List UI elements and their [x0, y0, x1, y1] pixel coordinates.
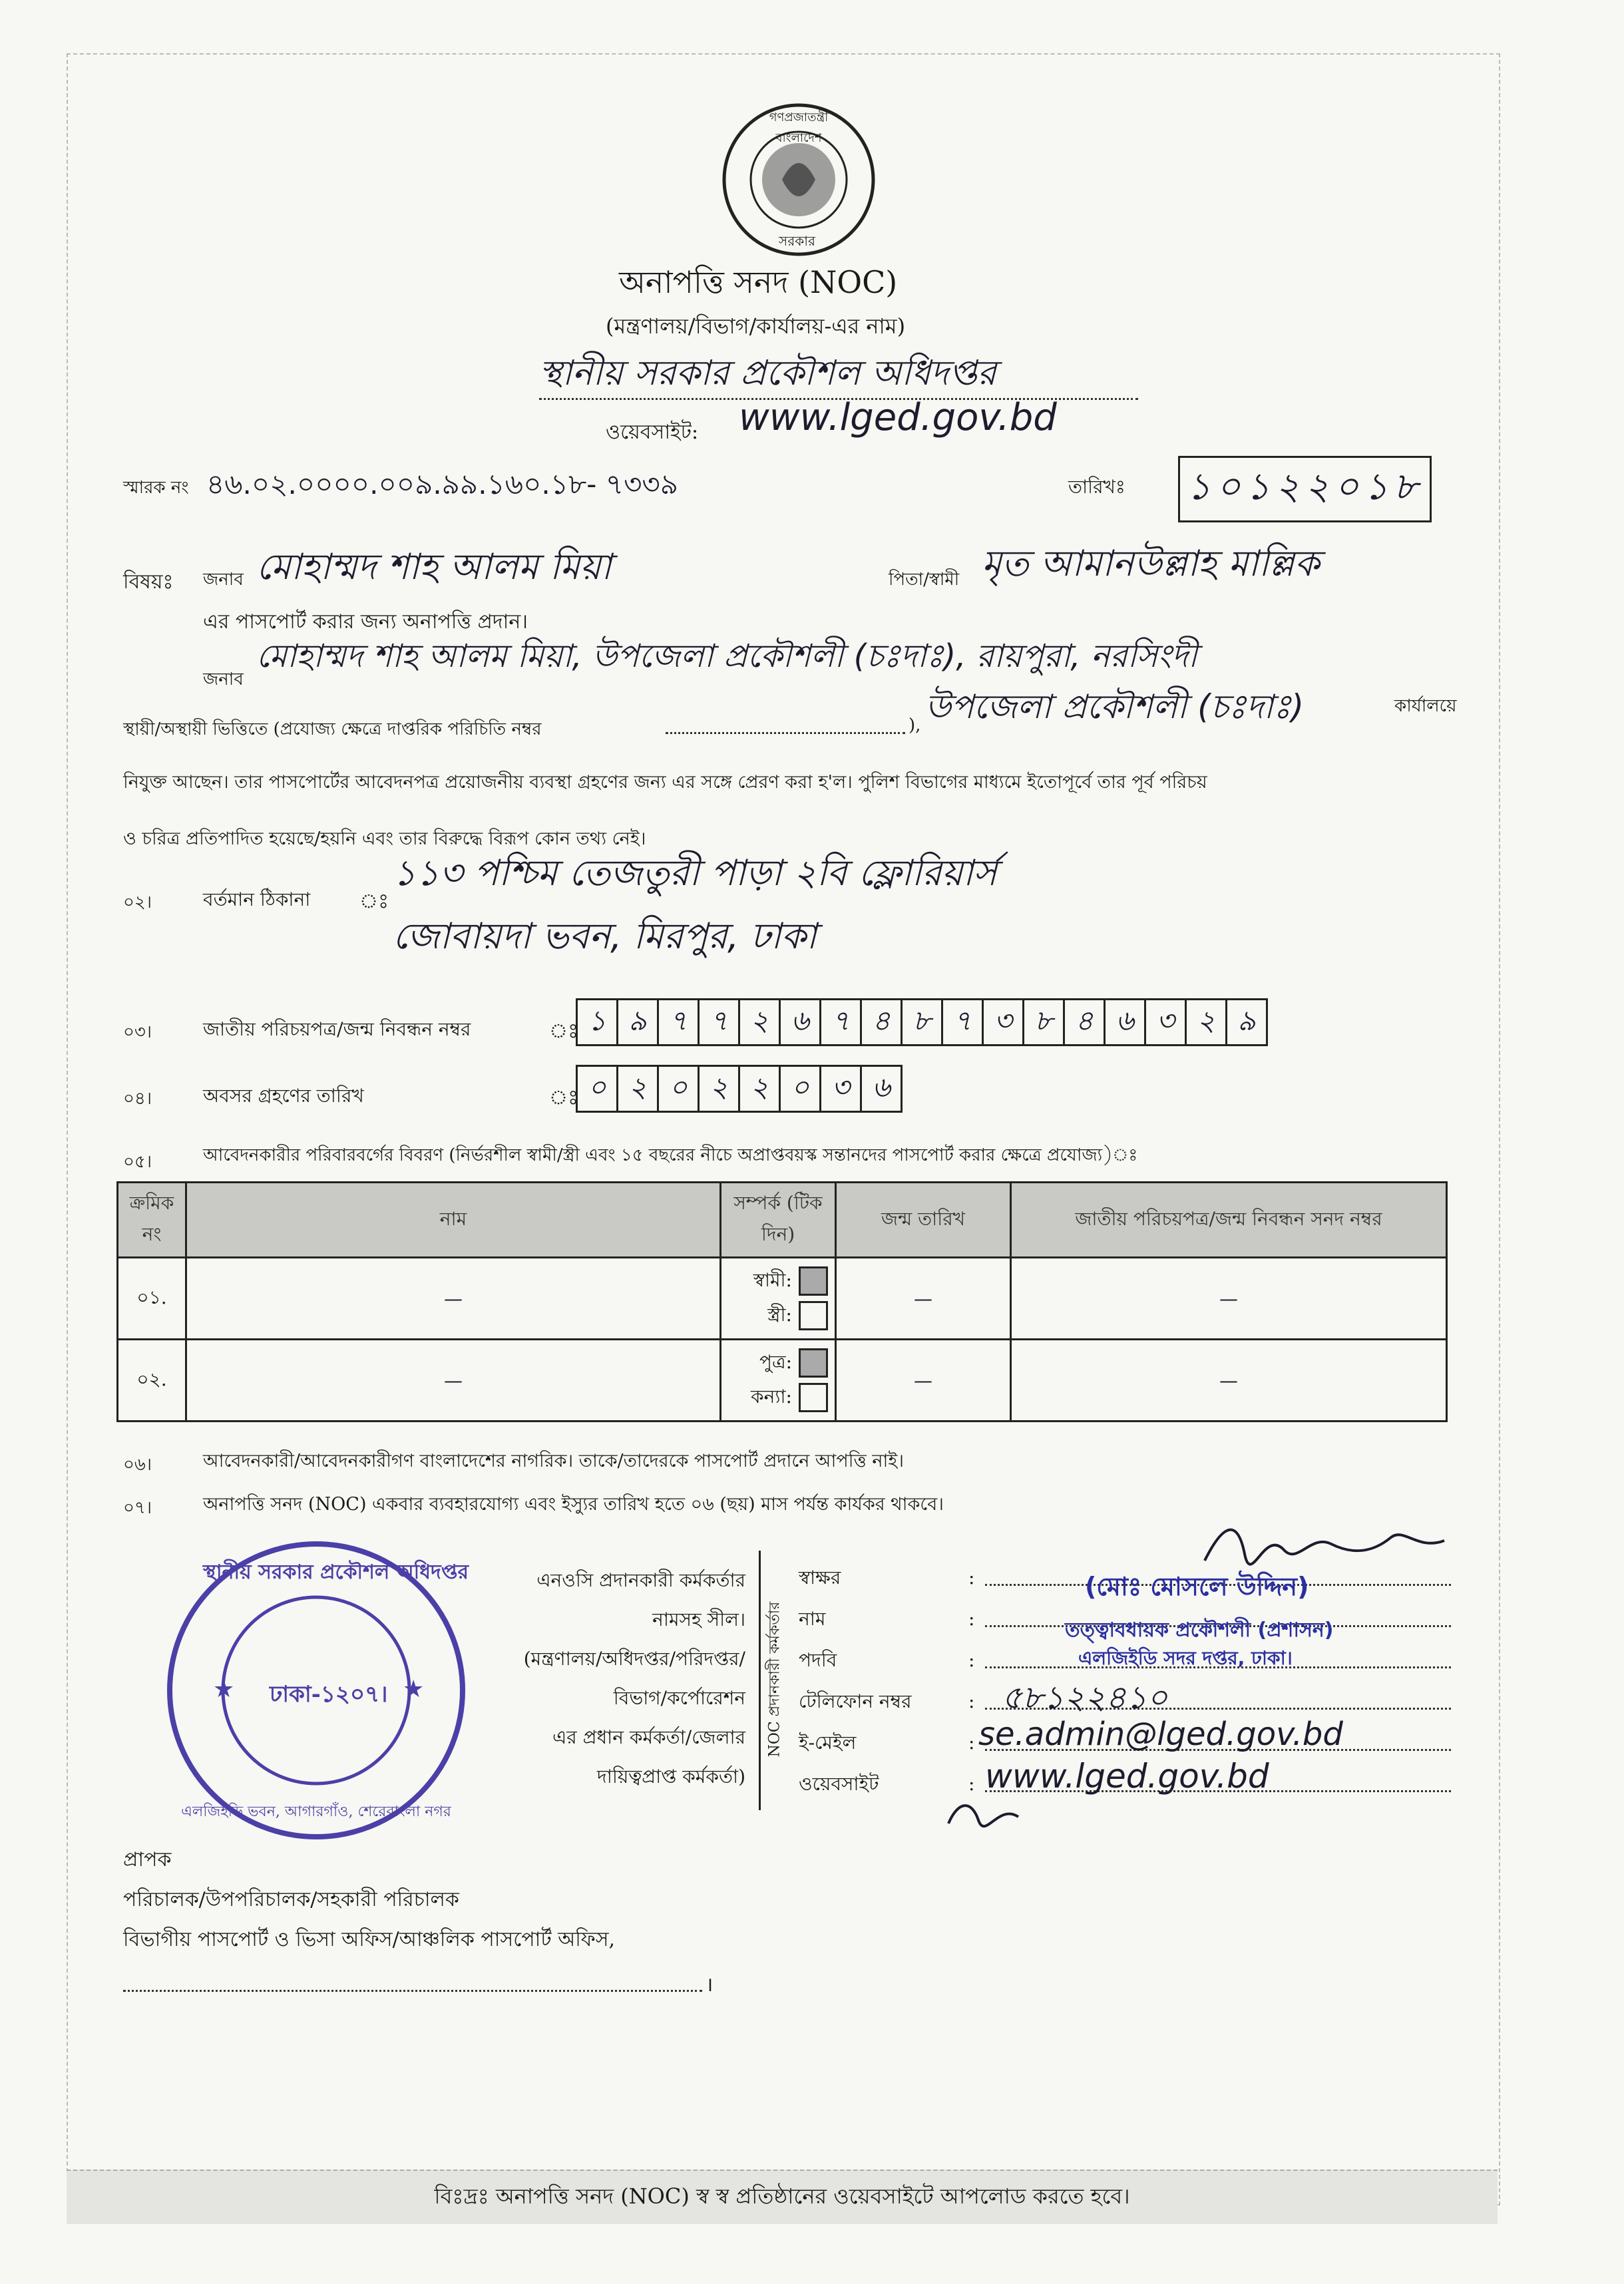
date-value: ১০১২২০১৮ — [1178, 456, 1432, 522]
vertical-label: NOC প্রদানকারী কর্মকর্তার — [766, 1601, 783, 1758]
page-title: অনাপত্তি সনদ (NOC) — [619, 264, 898, 300]
emblem-bottom-text: সরকার — [779, 233, 816, 249]
signatory-description — [479, 1561, 745, 1796]
seal-center-text: ঢাকা-১২০৭। — [270, 1681, 388, 1708]
col-name: নাম — [186, 1183, 721, 1258]
col-relation: সম্পর্ক (টিক দিন) — [721, 1183, 836, 1258]
relation-label: কন্যা: — [751, 1385, 792, 1408]
col-serial: ক্রমিক নং — [118, 1183, 186, 1258]
item-07-label: অনাপত্তি সনদ (NOC) একবার ব্যবহারযোগ্য এবং ইস্যুর তারিখ হতে ০৬ (ছয়) মাস পর্যন্ত কার্যকর থাকবে। — [203, 1494, 944, 1515]
row-name: — — [186, 1258, 721, 1340]
nid-digit: ৯ — [1237, 1004, 1256, 1037]
table-row — [118, 1258, 1447, 1340]
footer-note — [67, 2170, 1498, 2224]
recipient-office-line — [123, 1990, 702, 1992]
family-table-header — [118, 1183, 1447, 1258]
nid-digit: ৪ — [1065, 1000, 1106, 1044]
row-dob: — — [836, 1340, 1011, 1422]
address-line-1: ১১৩ পশ্চিম তেজতুরী পাড়া ২বি ফ্লোরিয়ার্স — [393, 852, 997, 894]
item-03-colon: ঃ — [549, 1020, 579, 1043]
nid-digit: ৮ — [1024, 1000, 1065, 1044]
retirement-date-boxes — [576, 1065, 903, 1113]
checkbox[interactable] — [799, 1266, 828, 1296]
permanent-close: ), — [909, 715, 921, 735]
svg-text:★: ★ — [403, 1676, 425, 1703]
item-02-label: বর্তমান ঠিকানা — [203, 888, 311, 910]
memo-label: স্মারক নং — [123, 478, 189, 498]
nid-digit: ৬ — [1106, 1000, 1146, 1044]
nid-digit: ৯ — [618, 1000, 659, 1044]
website-value: www.lged.gov.bd — [739, 396, 1057, 439]
family-table — [116, 1181, 1448, 1422]
row-name: — — [186, 1340, 721, 1422]
phone-value: ৫৮১২২৪১০ — [1002, 1679, 1168, 1716]
website-label: ওয়েবসাইট: — [606, 421, 699, 444]
desc-line: নামসহ সীল। — [652, 1609, 745, 1630]
relation-label: স্ত্রী: — [767, 1303, 792, 1326]
row-relation — [721, 1340, 836, 1422]
initial-scribble — [945, 1797, 1025, 1837]
recipient-line-end: । — [706, 1973, 713, 1997]
nid-boxes — [576, 998, 1268, 1046]
desc-line: (মন্ত্রণালয়/অধিদপ্তর/পরিদপ্তর/ — [523, 1648, 745, 1670]
checkbox[interactable] — [799, 1301, 828, 1330]
retire-digit: ২ — [740, 1067, 781, 1111]
permanent-label: স্থায়ী/অস্থায়ী ভিত্তিতে (প্রযোজ্য ক্ষেত্রে দাপ্তরিক পরিচিতি নম্বর — [123, 719, 542, 739]
desc-line: দায়িত্বপ্রাপ্ত কর্মকর্তা) — [597, 1766, 745, 1788]
designation-stamp-2: এলজিইডি সদর দপ্তর, ঢাকা। — [1078, 1647, 1293, 1669]
item-04-number: ০৪। — [123, 1089, 152, 1109]
item-04-colon: ঃ — [549, 1086, 579, 1109]
recipient-line-2: বিভাগীয় পাসপোর্ট ও ভিসা অফিস/আঞ্চলিক পাসপোর্ট অফিস, — [123, 1928, 616, 1951]
signatory-fields — [799, 1557, 912, 1805]
email-value: se.admin@lged.gov.bd — [978, 1716, 1343, 1753]
col-nid: জাতীয় পরিচয়পত্র/জন্ম নিবন্ধন সনদ নম্বর — [1011, 1183, 1447, 1258]
nid-digit: ৪ — [862, 1000, 903, 1044]
body-para-1: নিযুক্ত আছেন। তার পাসপোর্টের আবেদনপত্র প্রয়োজনীয় ব্যবস্থা গ্রহণের জন্য এর সঙ্গে প্রেরণ করা হ'ল। পুলিশ বিভাগের মাধ্যমে ইতোপূর্বে তার পূর্ব পরিচয় — [123, 772, 1207, 793]
svg-text:★: ★ — [213, 1676, 235, 1703]
retire-digit: ০ — [578, 1067, 618, 1111]
date-label: তারিখঃ — [1068, 476, 1125, 498]
row-nid: — — [1011, 1258, 1447, 1340]
nid-digit: ৬ — [781, 1000, 821, 1044]
retire-digit: ০ — [659, 1067, 700, 1111]
designation-stamp-1: তত্ত্বাবধায়ক প্রকৌশলী (প্রশাসন) — [1065, 1618, 1334, 1642]
nid-digit: ২ — [740, 1000, 781, 1044]
subject-label: বিষয়ঃ — [123, 570, 174, 594]
body-para-2: ও চরিত্র প্রতিপাদিত হয়েছে/হয়নি এবং তার বিরুদ্ধে বিরূপ কোন তথ্য নেই। — [123, 829, 646, 849]
signatory-colons: : : : : : : — [968, 1567, 975, 1795]
field-signature-label: স্বাক্ষর — [799, 1567, 841, 1589]
field-name-label: নাম — [799, 1608, 826, 1630]
recipient-label: প্রাপক — [123, 1848, 172, 1871]
nid-digit: ১ — [578, 1000, 618, 1044]
memo-number: ৪৬.০২.০০০০.০০৯.৯৯.১৬০.১৮- ৭৩৩৯ — [206, 468, 678, 500]
subject-janab: জনাব — [203, 570, 244, 590]
item-03-label: জাতীয় পরিচয়পত্র/জন্ম নিবন্ধন নম্বর — [203, 1018, 471, 1040]
handwritten-signature — [1198, 1514, 1451, 1574]
retire-digit: ৬ — [872, 1070, 891, 1103]
desc-line: এনওসি প্রদানকারী কর্মকর্তার — [536, 1569, 745, 1591]
nid-digit: ৭ — [821, 1000, 862, 1044]
desc-line: বিভাগ/কর্পোরেশন — [613, 1687, 745, 1709]
row-relation — [721, 1258, 836, 1340]
office-name: স্থানীয় সরকার প্রকৌশল অধিদপ্তর — [539, 353, 996, 393]
father-name: মৃত আমানউল্লাহ মাল্লিক — [982, 542, 1320, 584]
item-04-label: অবসর গ্রহণের তারিখ — [203, 1085, 364, 1107]
desc-line: এর প্রধান কর্মকর্তা/জেলার — [552, 1726, 745, 1748]
recipient-line-1: পরিচালক/উপপরিচালক/সহকারী পরিচালক — [123, 1888, 459, 1911]
government-emblem — [719, 100, 879, 260]
retire-digit: ২ — [618, 1067, 659, 1111]
row-serial: ০১. — [118, 1258, 186, 1340]
nid-digit: ৩ — [984, 1000, 1024, 1044]
subject-line2: এর পাসপোর্ট করার জন্য অনাপত্তি প্রদান। — [203, 610, 528, 634]
item-05-number: ০৫। — [123, 1152, 152, 1172]
official-id-line — [666, 732, 905, 734]
nid-digit: ৭ — [659, 1000, 700, 1044]
checkbox[interactable] — [799, 1348, 828, 1378]
relation-label: পুত্র: — [759, 1350, 792, 1373]
body-janab: জনাব — [203, 669, 244, 689]
item-06-label: আবেদনকারী/আবেদনকারীগণ বাংলাদেশের নাগরিক। তাকে/তাদেরকে পাসপোর্ট প্রদানে আপত্তি নাই। — [203, 1451, 905, 1471]
designation-value: উপজেলা প্রকৌশলী (চঃদাঃ) — [925, 687, 1305, 726]
nid-digit: ৮ — [903, 1000, 943, 1044]
address-line-2: জোবায়দা ভবন, মিরপুর, ঢাকা — [393, 915, 817, 957]
applicant-name: মোহাম্মদ শাহ আলম মিয়া — [256, 546, 612, 588]
field-email-label: ই-মেইল — [799, 1732, 857, 1754]
retire-digit: ২ — [700, 1067, 740, 1111]
nid-digit: ৭ — [700, 1000, 740, 1044]
item-02-colon: ঃ — [359, 890, 389, 913]
office-seal-stamp — [163, 1537, 469, 1843]
seal-ring-text: স্থানীয় সরকার প্রকৌশল অধিদপ্তর — [203, 1561, 469, 1584]
retire-digit: ৩ — [821, 1067, 862, 1111]
col-dob: জন্ম তারিখ — [836, 1183, 1011, 1258]
karyalaye-label: কার্যালয়ে — [1394, 696, 1457, 716]
item-05-label: আবেদনকারীর পরিবারবর্গের বিবরণ (নির্ভরশীল স্বামী/স্ত্রী এবং ১৫ বছরের নীচে অপ্রাপ্তবয়স্ক সন্তানদের পাসপোর্ট করার ক্ষেত্রে প্রযোজ্য)ঃ — [203, 1145, 1138, 1165]
nid-digit: ৭ — [943, 1000, 984, 1044]
field-phone-label: টেলিফোন নম্বর — [799, 1690, 912, 1712]
employee-detail: মোহাম্মদ শাহ আলম মিয়া, উপজেলা প্রকৌশলী (চঃদাঃ), রায়পুরা, নরসিংদী — [256, 638, 1197, 675]
footer-note-text: বিঃদ্রঃ অনাপত্তি সনদ (NOC) স্ব স্ব প্রতিষ্ঠানের ওয়েবসাইটে আপলোড করতে হবে। — [434, 2184, 1130, 2209]
seal-bottom-text: এলজিইডি ভবন, আগারগাঁও, শেরেবাংলা নগর — [181, 1804, 451, 1820]
field-website-label: ওয়েবসাইট — [799, 1773, 879, 1795]
field-designation-label: পদবি — [799, 1649, 837, 1671]
row-serial: ০২. — [118, 1340, 186, 1422]
item-03-number: ০৩। — [123, 1022, 152, 1042]
nid-digit: ৩ — [1146, 1000, 1187, 1044]
retire-digit: ০ — [781, 1067, 821, 1111]
item-06-number: ০৬। — [123, 1455, 152, 1475]
website-handwritten: www.lged.gov.bd — [985, 1757, 1269, 1796]
relation-label: স্বামী: — [753, 1268, 792, 1291]
table-row — [118, 1340, 1447, 1422]
page-subtitle: (মন্ত্রণালয়/বিভাগ/কার্যালয়-এর নাম) — [606, 313, 906, 339]
item-02-number: ০২। — [123, 892, 152, 912]
emblem-ring-text: গণপ্রজাতন্ত্রী বাংলাদেশ — [769, 110, 829, 145]
row-nid: — — [1011, 1340, 1447, 1422]
father-label: পিতা/স্বামী — [889, 570, 960, 590]
row-dob: — — [836, 1258, 1011, 1340]
nid-digit: ২ — [1187, 1000, 1227, 1044]
checkbox[interactable] — [799, 1383, 828, 1412]
item-07-number: ০৭। — [123, 1498, 152, 1518]
name-stamp: (মোঃ মোসলে উদ্দিন) — [1085, 1572, 1309, 1601]
